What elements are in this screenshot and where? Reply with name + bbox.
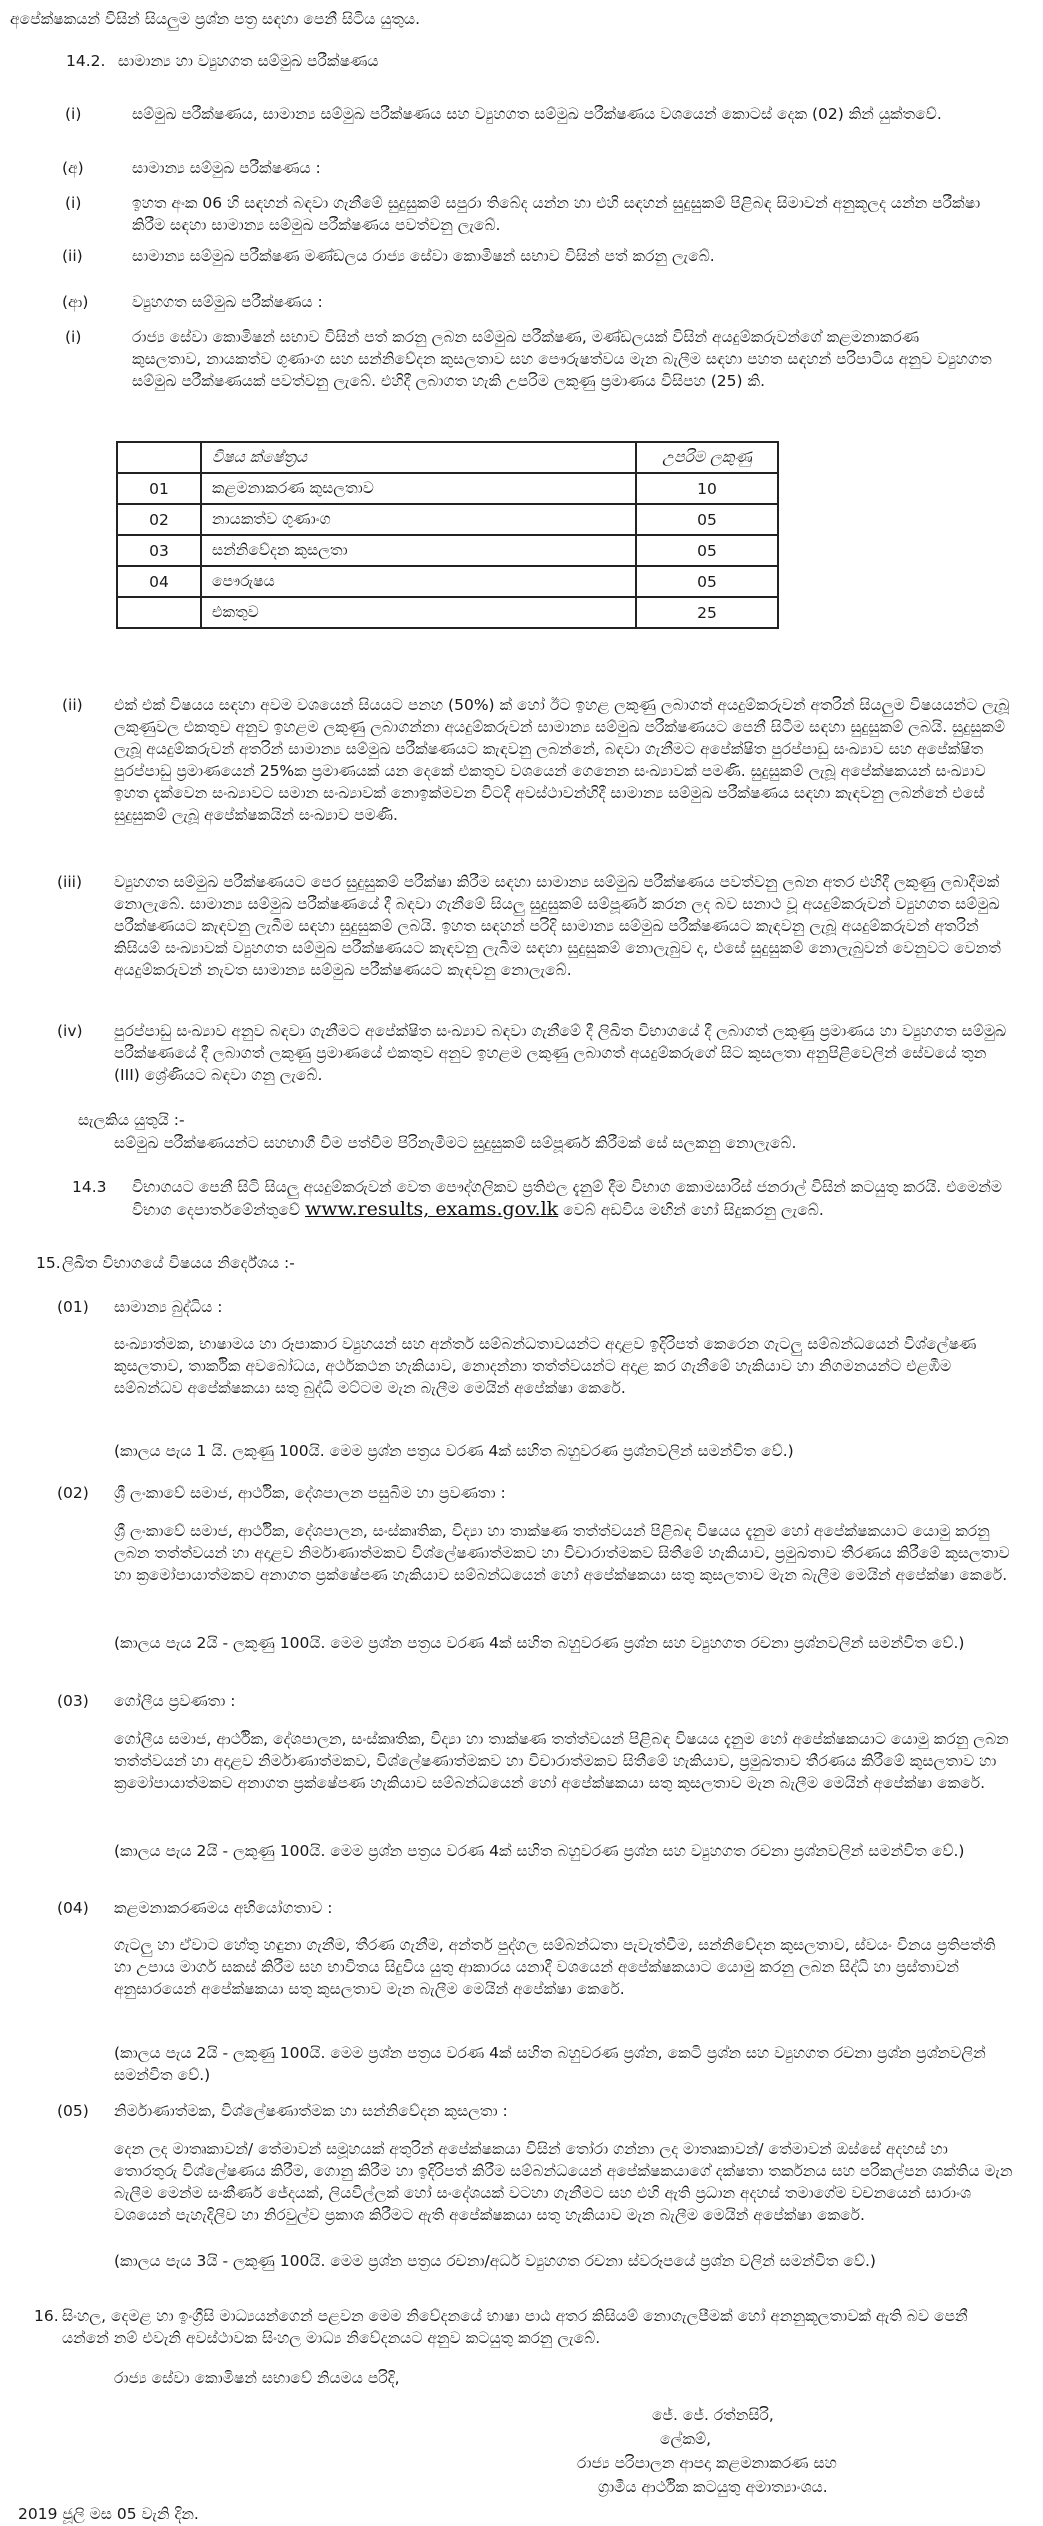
section-14-2-number: 14.2. (66, 52, 106, 70)
sub-aa-i-number: (i) (65, 328, 82, 346)
ministry-line-2: ග්‍රාමීය ආර්ථික කටයුතු අමාත්‍යාංශය. (598, 2478, 828, 2496)
sub-aa-title: ව්‍යුහගත සම්මුඛ පරීක්ෂණය : (132, 293, 323, 311)
results-website-link[interactable]: www.results, exams.gov.lk (304, 1198, 559, 1220)
subject-time: (කාලය පැය 2යි - ලකුණු 100යි. මෙම ප්‍රශ්න පත්‍රය වරණ 4ක් සහිත බහුවරණ ප්‍රශ්න සහ ව්‍යුහගත රචනා ප්‍රශ්නවලින් සමන්විත වේ.) (114, 1842, 965, 1860)
subject-title: ගෝලීය ප්‍රවණතා : (114, 1692, 236, 1710)
table-cell: 05 (636, 504, 778, 535)
section-15-number: 15. (36, 1254, 61, 1272)
table-cell: 05 (636, 566, 778, 597)
table-cell: පෞරුෂය (201, 566, 636, 597)
sub-a-number: (අ) (62, 159, 84, 177)
section-14-2-title: සාමාන්‍ය හා ව්‍යුහගත සම්මුඛ පරීක්ෂණය (118, 52, 379, 70)
table-cell: 05 (636, 535, 778, 566)
sub-aa-iii-text: ව්‍යුහගත සම්මුඛ පරීක්ෂණයට පෙර සුදුසුකම් පරීක්ෂා කිරීම සඳහා සාමාන්‍ය සම්මුඛ පරීක්ෂණය පවත්වනු ලබන අතර එහිදී ලකුණු ලබාදීමක් නොලැබේ. සාමාන්‍ය සම්මුඛ පරීක්ෂණයේ දී බඳවා ගැනීමේ සියලු සුදුසුකම් සම්පූර්ණ කරන ලද බව සනාථ වූ අයදුම්කරුවන් ව්‍යුහගත සම්මුඛ පරීක්ෂණයට කැඳවනු ලැබීම සඳහා සුදුසුකම් ලබයි. ඉහත සඳහන් පරිදි සාමාන්‍ය සම්මුඛ පරීක්ෂණයට කැඳවනු ලැබූ අයදුම්කරුවන් අතරින් කිසියම් සංඛ්‍යාවක් ව්‍යුහගත සම්මුඛ පරීක්ෂණයට කැඳවනු ලැබීම සඳහා සුදුසුකම් නොලැබුව ද, එසේ සුදුසුකම් නොලැබුවන් වෙනුවට වෙනත් අයදුම්කරුවන් නැවත සාමාන්‍ය සම්මුඛ පරීක්ෂණයට කැඳවනු නොලැබේ. (114, 873, 1001, 979)
table-cell: 25 (636, 597, 778, 628)
table-header-cell (117, 442, 201, 473)
signatory-name: ජේ. ජේ. රත්නසිරි, (652, 2406, 774, 2424)
sub-a-ii-text: සාමාන්‍ය සම්මුඛ පරීක්ෂණ මණ්ඩලය රාජ්‍ය සේවා කොමිෂන් සභාව විසින් පත් කරනු ලැබේ. (132, 247, 715, 265)
table-cell: නායකත්ව ගුණාංග (201, 504, 636, 535)
ministry-line-1: රාජ්‍ය පරිපාලන ආපදා කළමනාකරණ සහ (577, 2454, 837, 2472)
table-row (117, 504, 778, 535)
subject-number: (02) (57, 1484, 89, 1502)
section-14-3-text-a: විභාගයට පෙනී සිටි සියලු අයදුම්කරුවන් වෙත පෞද්ගලිකව ප්‍රතිඵල දැනුම් දීම විභාග කොමසාරිස් ජනරාල් විසින් කටයුතු කරයි. එමෙන්ම (132, 1178, 1003, 1196)
subject-number: (01) (57, 1298, 89, 1316)
sub-aa-iv-number: (iv) (57, 1022, 83, 1040)
subject-number: (05) (57, 2102, 89, 2120)
table-row (117, 566, 778, 597)
subject-body: ගැටලු හා ඒවාට හේතු හඳුනා ගැනීම, තීරණ ගැනීම, අන්තර් පුද්ගල සම්බන්ධතා පැවැත්වීම, සන්නිවේදන කුසලතාව, ස්වයං විනය ප්‍රතිපත්ති හා උපාය මාර්ග සකස් කිරීම සහ භාවිතය සිදුවිය යුතු ආකාරය යනාදී වශයෙන් අපේක්ෂකයාට යොමු කරනු ලබන සිද්ධි හා ප්‍රස්තාවන් අනුසාරයෙන් අපේක්ෂකයා සතු කුසලතාව මැන බැලීම මෙයින් අපේක්ෂා කෙරේ. (114, 1936, 996, 1998)
document-date: 2019 ජූලි මස 05 වැනි දින. (18, 2505, 199, 2523)
table-cell: 02 (117, 504, 201, 535)
table-cell: සන්නිවේදන කුසලතා (201, 535, 636, 566)
sub-aa-number: (ආ) (62, 293, 89, 311)
table-cell: 01 (117, 473, 201, 504)
closing-line: රාජ්‍ය සේවා කොමිෂන් සභාවේ නියමය පරිදි, (114, 2369, 400, 2387)
signatory-title: ලේකම්, (660, 2430, 712, 2448)
subject-number: (03) (57, 1692, 89, 1710)
table-cell: 03 (117, 535, 201, 566)
sub-aa-iv-text: පුරප්පාඩු සංඛ්‍යාව අනුව බඳවා ගැනීමට අපේක්ෂිත සංඛ්‍යාව බඳවා ගැනීමේ දී ලිඛිත විභාගයේ දී ලබාගත් ලකුණු ප්‍රමාණය හා ව්‍යුහගත සම්මුඛ පරීක්ෂණයේ දී ලබාගත් ලකුණු ප්‍රමාණයේ එකතුව අනුව ඉහළම ලකුණු ලබාගත් අයදුම්කරුගේ සිට කුසලතා අනුපිළිවෙලින් සේවයේ තුන (III) ශ්‍රේණියට බඳවා ගනු ලැබේ. (114, 1022, 1007, 1084)
subject-body: සංඛ්‍යාත්මක, භාෂාමය හා රූපාකාර ව්‍යුහයන් සහ අන්තර් සම්බන්ධතාවයන්ට අදාළව ඉදිරිපත් කෙරෙන ගැටලු සම්බන්ධයෙන් විශ්ලේෂණ කුසලතාව, තාර්කික අවබෝධය, අර්ථකථන හැකියාව, නොදන්නා තත්ත්වයන්ට අදාළ කර ගැනීමේ හැකියාව හා නිගමනයන්ට එළඹීම සම්බන්ධව අපේක්ෂකයා සතු බුද්ධි මට්ටම මැන බැලීම මෙයින් අපේක්ෂා කෙරේ. (114, 1335, 977, 1397)
section-15-title: ලිඛිත විභාගයේ විෂයය නිර්දේශය :- (62, 1254, 295, 1272)
table-cell (117, 597, 201, 628)
sub-a-i-text: ඉහත අංක 06 හි සඳහන් බඳවා ගැනීමේ සුදුසුකම් සපුරා තිබේද යන්න හා එහි සඳහන් සුදුසුකම් පිළිබඳ සිමාවන් අනුකූලද යන්න පරීක්ෂා කිරීම සඳහා සාමාන්‍ය සම්මුඛ පරීක්ෂණය පවත්වනු ලැබේ. (132, 194, 981, 234)
subject-title: සාමාන්‍ය බුද්ධිය : (114, 1298, 223, 1316)
subject-time: (කාලය පැය 2යි - ලකුණු 100යි. මෙම ප්‍රශ්න පත්‍රය වරණ 4ක් සහිත බහුවරණ ප්‍රශ්න, කෙටි ප්‍රශ්න සහ ව්‍යුහගත රචනා ප්‍රශ්න ප්‍රශ්නවලින් සමන්විත වේ.) (114, 2044, 986, 2084)
note-text: සම්මුඛ පරීක්ෂණයන්ට සහභාගී වීම පත්වීම පිරිනැමීමට සුදුසුකම් සම්පූර්ණ කිරීමක් සේ සලකනු නොලැබේ. (114, 1134, 797, 1152)
subject-time: (කාලය පැය 3යි - ලකුණු 100යි. මෙම ප්‍රශ්න පත්‍රය රචනා/අර්ධ ව්‍යුහගත රචනා ස්වරූපයේ ප්‍රශ්න වලින් සමන්විත වේ.) (114, 2252, 876, 2270)
subject-time: (කාලය පැය 1 යි. ලකුණු 100යි. මෙම ප්‍රශ්න පත්‍රය වරණ 4ක් සහිත බහුවරණ ප්‍රශ්නවලින් සමන්විත වේ.) (114, 1442, 794, 1460)
marks-table (116, 441, 779, 629)
table-header-row (117, 442, 778, 473)
item-i-text: සම්මුඛ පරීක්ෂණය, සාමාන්‍ය සම්මුඛ පරීක්ෂණය සහ ව්‍යුහගත සම්මුඛ පරීක්ෂණය වශයෙන් කොටස් දෙක (02) කින් යුක්තවේ. (132, 105, 942, 123)
table-total-row (117, 597, 778, 628)
section-16-text: සිංහල, දෙමළ හා ඉංග්‍රීසි මාධ්‍යයන්ගෙන් පළවන මෙම නිවේදනයේ භාෂා පාඨ අතර කිසියම් නොගැලපීමක් හෝ අනනුකූලතාවක් ඇති බව පෙනී යන්නේ නම් එවැනි අවස්ථාවක සිංහල මාධ්‍ය නිවේදනයට අනුව කටයුතු කරනු ලැබේ. (62, 2307, 968, 2347)
sub-a-title: සාමාන්‍ය සම්මුඛ පරීක්ෂණය : (132, 159, 321, 177)
table-cell: 10 (636, 473, 778, 504)
subject-body: ගෝලීය සමාජ, ආර්ථික, දේශපාලන, සංස්කෘතික, විද්‍යා හා තාක්ෂණ තත්ත්වයන් පිළිබඳ විෂයය දැනුම හෝ අපේක්ෂකයාට යොමු කරනු ලබන තත්ත්වයන් හා අදාළව නිර්මාණාත්මකව, විශ්ලේෂණාත්මකව හා විචාරාත්මකව සිතීමේ හැකියාව, ප්‍රමුඛතාව තීරණය කිරීමේ කුසලතාව හා ක්‍රමෝපායාත්මකව අනාගත ප්‍රක්ෂේපණ හැකියාව සම්බන්ධයෙන් හෝ අපේක්ෂකයා සතු කුසලතාව මැන බැලීම මෙයින් අපේක්ෂා කෙරේ. (114, 1730, 1009, 1792)
intro-text: අපේක්ෂකයන් විසින් සියලුම ප්‍රශ්න පත්‍ර සඳහා පෙනී සිටිය යුතුය. (10, 10, 421, 28)
subject-body: දෙන ලද මාතෘකාවන්/ තේමාවන් සමූහයක් අතුරින් අපේක්ෂකයා විසින් තෝරා ගන්නා ලද මාතෘකාවන්/ තේමාවන් ඔස්සේ අදහස් හා තොරතුරු විශ්ලේෂණය කිරීම, ගොනු කිරීම හා ඉදිරිපත් කිරීම සම්බන්ධයෙන් අපේක්ෂකයාගේ දක්ෂතා තර්කනය සහ පරිකල්පන ශක්තිය මැන බැලීම මෙන්ම සංකීර්ණ ජේදයක්, ලියවිල්ලක් හෝ සංදේශයක් වටහා ගැනීමට සහ එහි ඇති ප්‍රධාන අදහස් තමාගේම වචනයෙන් සාරාංශ වශයෙන් පැහැදිලිව හා නිරවුල්ව ප්‍රකාශ කිරීමට ඇති අපේක්ෂකයා සතු හැකියාව මැන බැලීම මෙයින් අපේක්ෂා කෙරේ. (114, 2140, 1013, 2224)
item-i-number: (i) (65, 105, 82, 123)
sub-aa-ii-text: එක් එක් විෂයය සඳහා අවම වශයෙන් සියයට පනහ (50%) ක් හෝ ඊට ඉහළ ලකුණු ලබාගත් අයදුම්කරුවන් අතරින් සියලුම විෂයයන්ට ලැබූ ලකුණුවල එකතුව අනුව ඉහළම ලකුණු ලබාගන්නා අයදුම්කරුවන් සාමාන්‍ය සම්මුඛ පරීක්ෂණයට පෙනී සිටීම සඳහා සුදුසුකම් ලබයි. සුදුසුකම් ලැබූ අයදුම්කරුවන් අතරින් සාමාන්‍ය සම්මුඛ පරීක්ෂණයට කැඳවනු ලබන්නේ, බඳවා ගැනීමට අපේක්ෂිත පුරප්පාඩු සංඛ්‍යාව සහ අපේක්ෂිත පුරප්පාඩු ප්‍රමාණයෙන් 25%ක ප්‍රමාණයක් යන දෙකේ එකතුව වශයෙන් ගෙනෙන සංඛ්‍යාවක් පමණි. සුදුසුකම් ලැබූ අපේක්ෂකයන් සංඛ්‍යාව ඉහත දැක්වෙන සංඛ්‍යාවට සමාන සංඛ්‍යාවක් නොඉක්මවන විටදී අවස්ථාවන්හිදී සාමාන්‍ය සම්මුඛ පරීක්ෂණය සඳහා කැඳවනු ලබන්නේ එසේ සුදුසුකම් ලැබූ අපේක්ෂකයින් සංඛ්‍යාව පමණි. (114, 696, 1010, 824)
table-cell: 04 (117, 566, 201, 597)
subject-title: ශ්‍රී ලංකාවේ සමාජ, ආර්ථික, දේශපාලන පසුබිම හා ප්‍රවණතා : (114, 1484, 506, 1502)
subject-time: (කාලය පැය 2යි - ලකුණු 100යි. මෙම ප්‍රශ්න පත්‍රය වරණ 4ක් සහිත බහුවරණ ප්‍රශ්න සහ ව්‍යුහගත රචනා ප්‍රශ්නවලින් සමන්විත වේ.) (114, 1634, 965, 1652)
table-cell: එකතුව (201, 597, 636, 628)
section-14-3-text (132, 1176, 1012, 1221)
sub-a-ii-number: (ii) (62, 247, 83, 265)
sub-aa-ii-number: (ii) (62, 696, 83, 714)
subject-body: ශ්‍රී ලංකාවේ සමාජ, ආර්ථික, දේශපාලන, සංස්කෘතික, විද්‍යා හා තාක්ෂණ තත්ත්වයන් පිළිබඳ විෂයය දැනුම හෝ අපේක්ෂකයාට යොමු කරනු ලබන තත්ත්වයන් හා අදාළව නිර්මාණාත්මකව විශ්ලේෂණාත්මකව හා විචාරාත්මකව සිතීමේ හැකියාව, ප්‍රමුඛතාව තීරණය කිරීමේ කුසලතාව හා ක්‍රමෝපායාත්මකව අනාගත ප්‍රක්ෂේපණ හැකියාව සම්බන්ධයෙන් හෝ අපේක්ෂකයා සතු කුසලතාව මැන බැලීම මෙයින් අපේක්ෂා කෙරේ. (114, 1522, 1010, 1584)
table-header-cell: උපරිම ලකුණු (636, 442, 778, 473)
section-14-3-text-b: විභාග දෙපාර්තමේන්තුවේ (132, 1201, 301, 1219)
sub-a-i-number: (i) (65, 194, 82, 212)
table-header-cell: විෂය ක්ෂේත්‍රය (201, 442, 636, 473)
subject-number: (04) (57, 1899, 89, 1917)
table-row (117, 535, 778, 566)
section-14-3-text-c: වෙබ් අඩවිය මඟින් හෝ සිදුකරනු ලැබේ. (563, 1201, 824, 1219)
sub-aa-i-text: රාජ්‍ය සේවා කොමිෂන් සභාව විසින් පත් කරනු ලබන සම්මුඛ පරීක්ෂණ, මණ්ඩලයක් විසින් අයදුම්කරුවන්ගේ කළමනාකරණ කුසලතාව, නායකත්ව ගුණාංග සහ සන්නිවේදන කුසලතාව සහ පෞරුෂත්වය මැන බැලීම සඳහා පහත සඳහන් පරිපාටිය අනුව ව්‍යුහගත සම්මුඛ පරීක්ෂණයක් පවත්වනු ලැබේ. එහිදී ලබාගත හැකි උපරිම ලකුණු ප්‍රමාණය විසිපහ (25) කි. (132, 328, 992, 390)
table-cell: කළමනාකරණ කුසලතාව (201, 473, 636, 504)
section-16-number: 16. (34, 2307, 59, 2325)
table-row (117, 473, 778, 504)
sub-aa-iii-number: (iii) (57, 873, 83, 891)
subject-title: නිර්මාණාත්මක, විශ්ලේෂණාත්මක හා සන්නිවේදන කුසලතා : (114, 2102, 508, 2120)
subject-title: කළමනාකරණමය අභියෝගතාව : (114, 1899, 333, 1917)
section-14-3-number: 14.3 (72, 1178, 107, 1196)
note-title: සැලකිය යුතුයි :- (78, 1111, 185, 1129)
